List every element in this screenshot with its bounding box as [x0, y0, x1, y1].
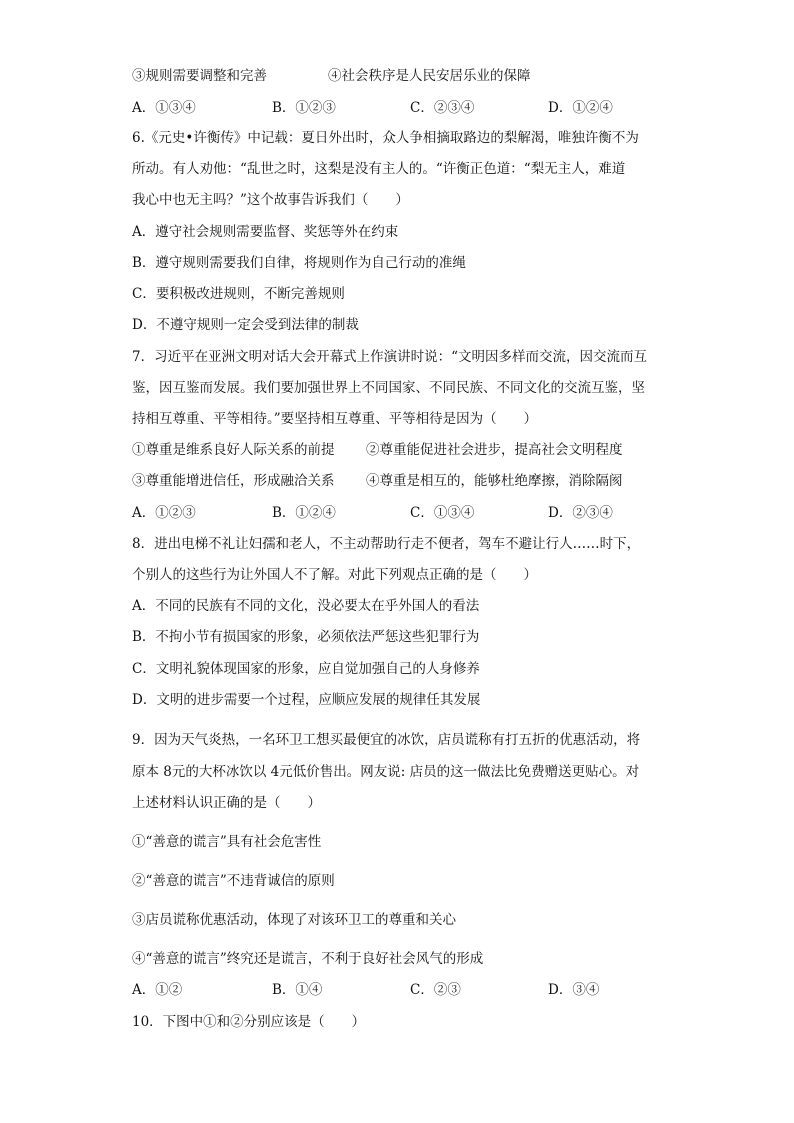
q9-stem-line-2: 原本 8元的大杯冰饮以 4元低价售出。网友说: 店员的这一做法比免费赠送更贴心。对 [132, 764, 640, 780]
q9-stem-line-1: 9．因为天气炎热，一名环卫工想买最便宜的冰饮，店员谎称有打五折的优惠活动，将 [132, 732, 641, 748]
q7-option-a[interactable]: A．①②③ [132, 505, 196, 521]
q7-option-b[interactable]: B．①②④ [272, 505, 336, 521]
q9-option-a[interactable]: A．①② [132, 982, 183, 998]
q7-item-1: ①尊重是维系良好人际关系的前提 [132, 442, 335, 458]
option-b[interactable]: B．①②③ [272, 100, 336, 116]
q7-option-d[interactable]: D．②③④ [548, 505, 613, 521]
q6-option-c[interactable]: C．要积极改进规则，不断完善规则 [132, 286, 345, 302]
q7-items-row-2 [132, 471, 672, 491]
q8-option-d[interactable]: D．文明的进步需要一个过程，应顺应发展的规律任其发展 [132, 692, 481, 708]
q7-item-4: ④尊重是相互的，能够杜绝摩擦，消除隔阂 [366, 473, 623, 489]
q9-option-d[interactable]: D．③④ [548, 982, 600, 998]
q7-stem-line-3: 持相互尊重、平等相待。”要坚持相互尊重、平等相待是因为（ ） [132, 411, 538, 427]
q8-stem-line-2: 个别人的这些行为让外国人不了解。对此下列观点正确的是（ ） [132, 567, 537, 583]
q6-stem-line-1: 6.《元史•许衡传》中记载：夏日外出时，众人争相摘取路边的梨解渴，唯独许衡不为 [132, 130, 639, 146]
q7-stem-line-1: 7．习近平在亚洲文明对话大会开幕式上作演讲时说：“文明因多样而交流，因交流而互 [132, 349, 647, 365]
q7-stem-line-2: 鉴，因互鉴而发展。我们要加强世界上不同国家、不同民族、不同文化的交流互鉴，坚 [132, 380, 645, 396]
q9-item-2: ②“善意的谎言”不违背诚信的原则 [132, 873, 335, 889]
q6-stem-line-3: 我心中也无主吗？”这个故事告诉我们（ ） [132, 192, 409, 208]
q8-option-a[interactable]: A．不同的民族有不同的文化，没必要太在乎外国人的看法 [132, 598, 480, 614]
q9-stem-line-3: 上述材料认识正确的是（ ） [132, 795, 321, 811]
q6-option-a[interactable]: A．遵守社会规则需要监督、奖惩等外在约束 [132, 224, 399, 240]
item-3: ③规则需要调整和完善 [132, 68, 267, 84]
previous-question-items [132, 66, 672, 86]
q6-option-d[interactable]: D．不遵守规则一定会受到法律的制裁 [132, 317, 359, 333]
option-a[interactable]: A．①③④ [132, 100, 196, 116]
q8-option-b[interactable]: B．不拘小节有损国家的形象，必须依法严惩这些犯罪行为 [132, 629, 480, 645]
q8-option-c[interactable]: C．文明礼貌体现国家的形象，应自觉加强自己的人身修养 [132, 661, 480, 677]
q7-item-3: ③尊重能增进信任，形成融洽关系 [132, 473, 335, 489]
q10-stem-line-1: 10．下图中①和②分别应该是（ ） [132, 1014, 366, 1030]
q7-options [132, 503, 672, 523]
q9-item-1: ①“善意的谎言”具有社会危害性 [132, 834, 322, 850]
previous-question-options [132, 98, 672, 118]
q7-items-row-1 [132, 440, 672, 460]
q9-item-3: ③店员谎称优惠活动，体现了对该环卫工的尊重和关心 [132, 912, 456, 928]
item-4: ④社会秩序是人民安居乐业的保障 [328, 68, 531, 84]
option-d[interactable]: D．①②④ [548, 100, 613, 116]
q9-option-b[interactable]: B．①④ [272, 982, 323, 998]
q7-option-c[interactable]: C．①③④ [410, 505, 475, 521]
q7-item-2: ②尊重能促进社会进步，提高社会文明程度 [366, 442, 623, 458]
q9-option-c[interactable]: C．②③ [410, 982, 461, 998]
q6-stem-line-2: 所动。有人劝他：“乱世之时，这梨是没有主人的。“许衡正色道：“梨无主人，难道 [132, 161, 626, 177]
option-c[interactable]: C．②③④ [410, 100, 475, 116]
q9-options [132, 980, 672, 1000]
q9-item-4: ④“善意的谎言”终究还是谎言，不利于良好社会风气的形成 [132, 951, 484, 967]
q6-option-b[interactable]: B．遵守规则需要我们自律，将规则作为自己行动的准绳 [132, 255, 466, 271]
q8-stem-line-1: 8．进出电梯不礼让妇孺和老人，不主动帮助行走不便者，驾车不避让行人……时下， [132, 536, 641, 552]
